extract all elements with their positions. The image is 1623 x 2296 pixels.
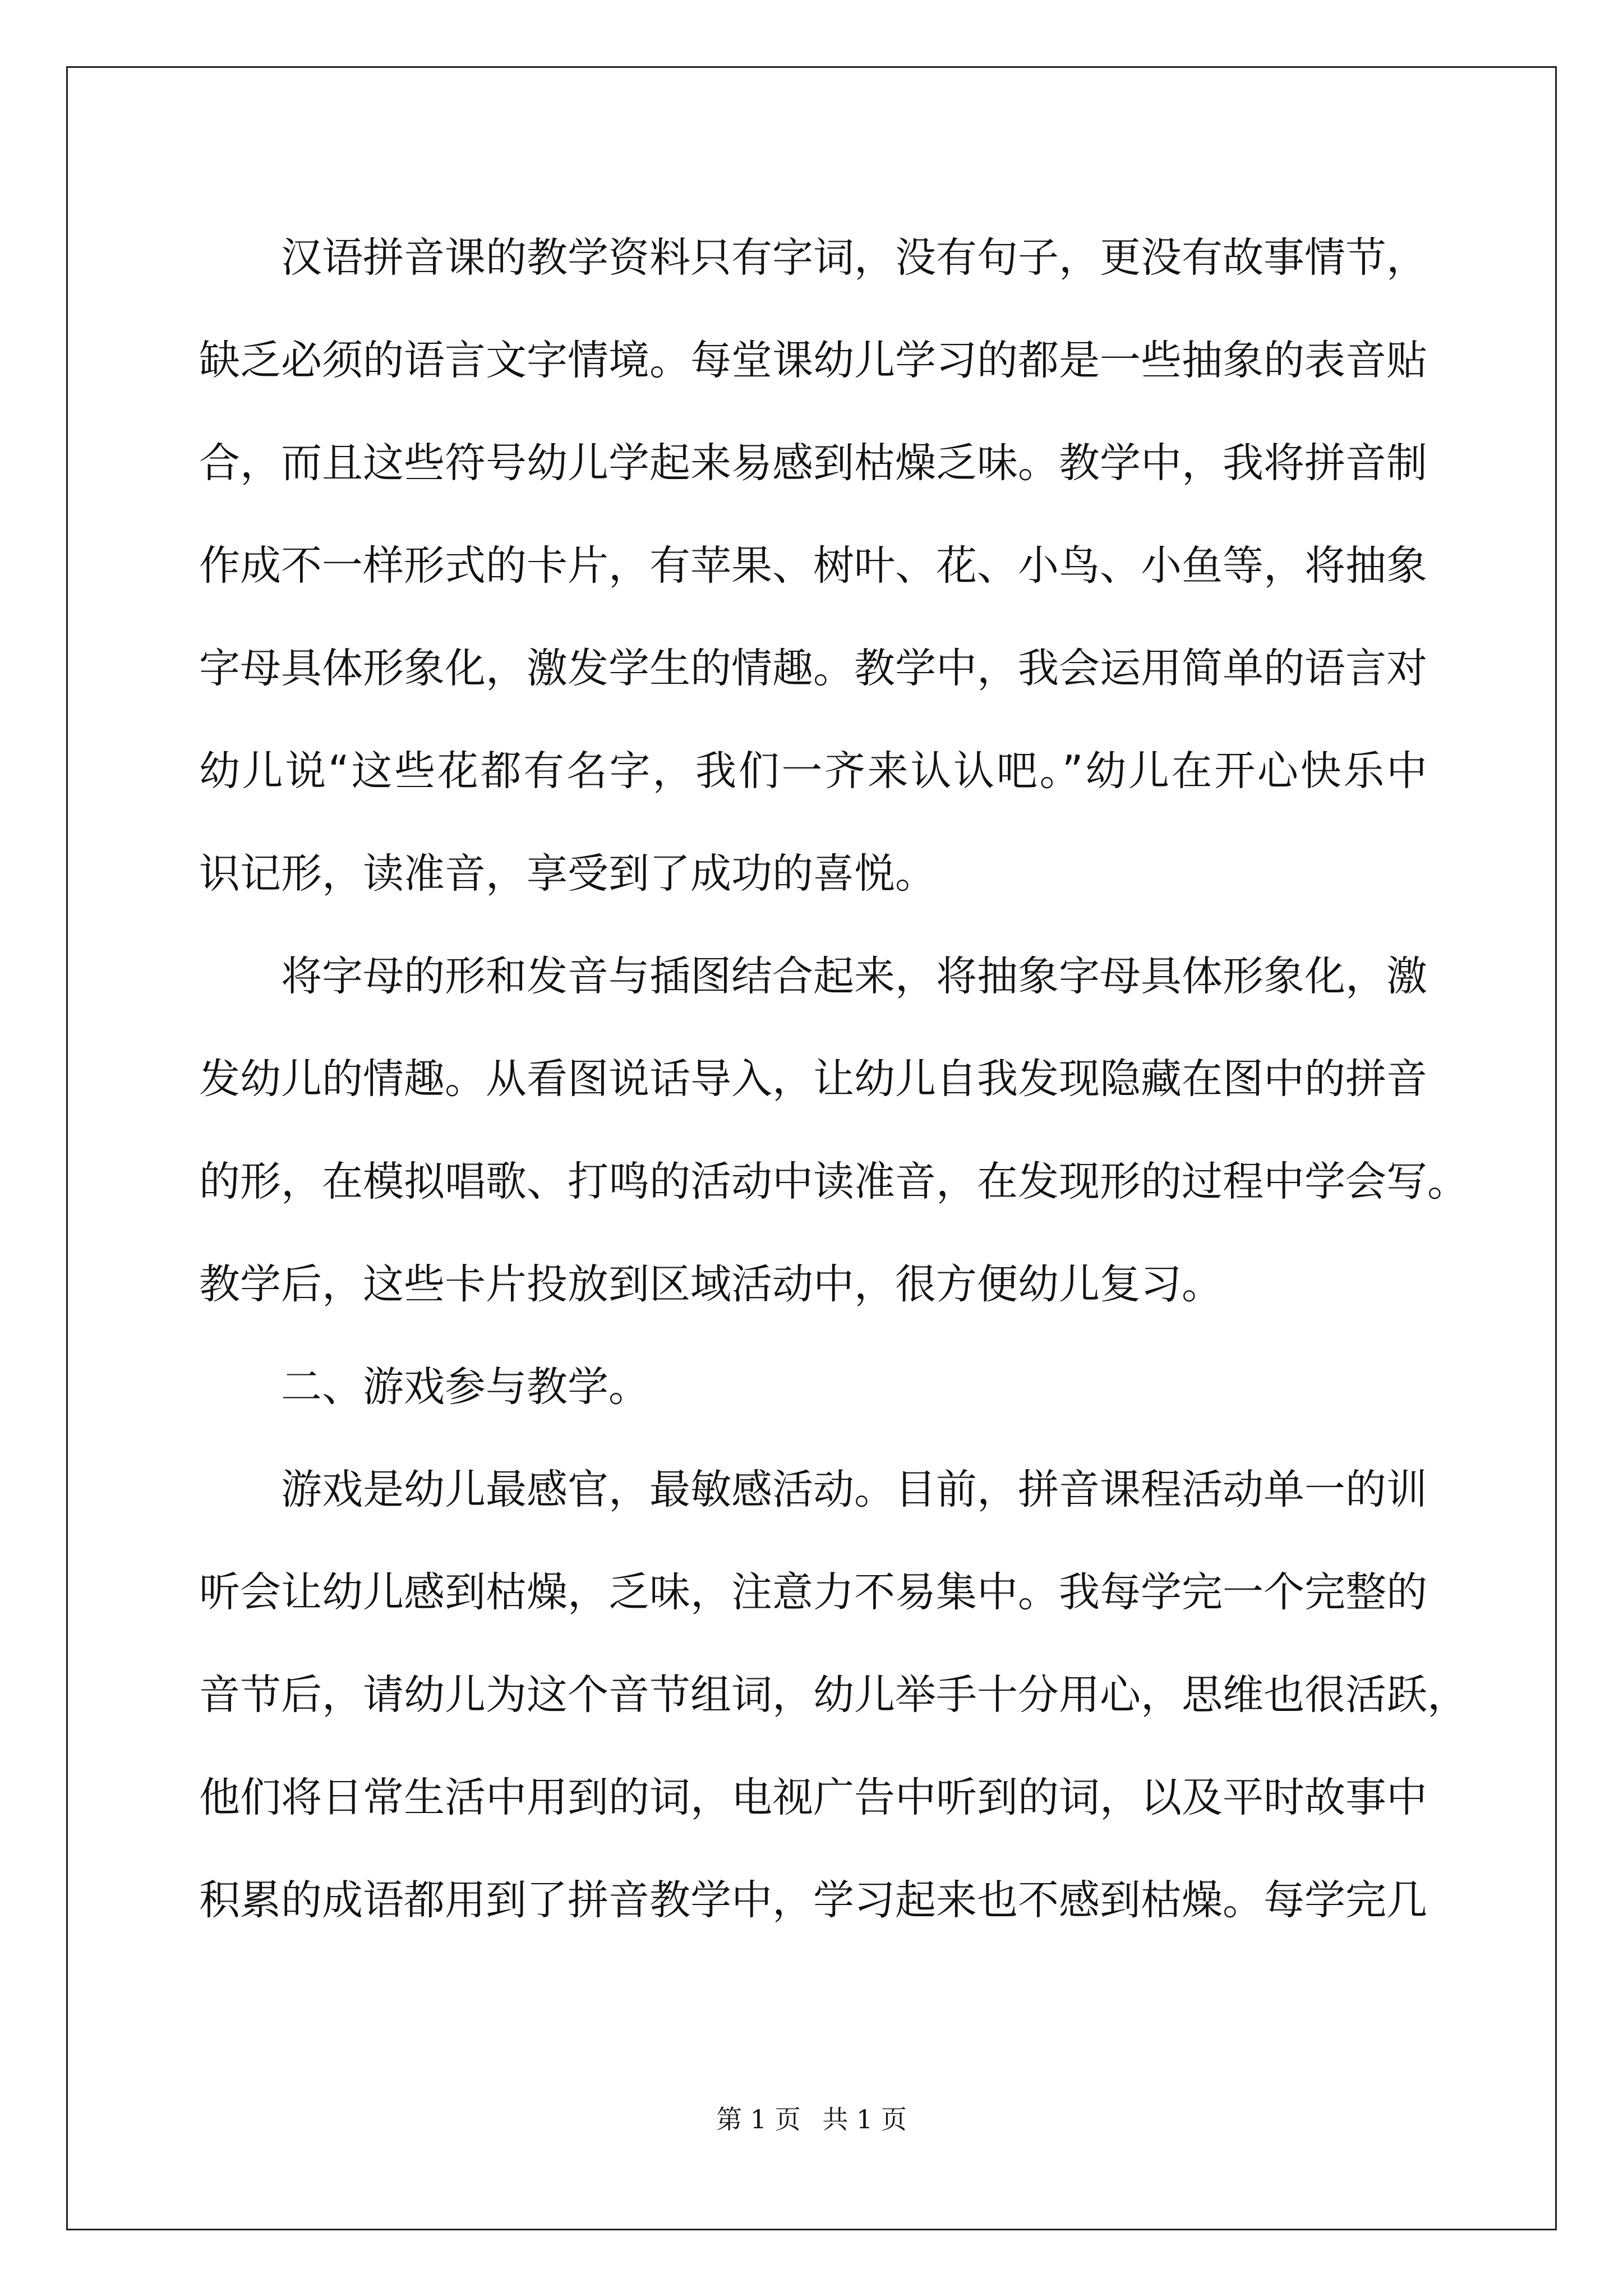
paragraph-1-line-3: 合，而且这些符号幼儿学起来易感到枯燥乏味。教学中，我将拼音制: [199, 439, 1427, 487]
paragraph-1-line-4: 作成不一样形式的卡片，有苹果、树叶、花、小鸟、小鱼等，将抽象: [199, 542, 1427, 590]
paragraph-2-line-4: 教学后，这些卡片投放到区域活动中，很方便幼儿复习。: [199, 1260, 1223, 1308]
paragraph-3-line-5: 积累的成语都用到了拼音教学中，学习起来也不感到枯燥。每学完几: [199, 1876, 1427, 1924]
total-pages: 共 1 页: [822, 2104, 907, 2134]
paragraph-2-line-3: 的形，在模拟唱歌、打鸣的活动中读准音，在发现形的过程中学会写。: [199, 1158, 1468, 1205]
paragraph-1-line-7: 识记形，读准音，享受到了成功的喜悦。: [199, 850, 936, 898]
paragraph-3-line-3: 音节后，请幼儿为这个音节组词，幼儿举手十分用心，思维也很活跃，: [199, 1671, 1468, 1719]
paragraph-3-line-4: 他们将日常生活中用到的词，电视广告中听到的词，以及平时故事中: [199, 1774, 1427, 1821]
paragraph-3-line-2: 听会让幼儿感到枯燥，乏味，注意力不易集中。我每学完一个完整的: [199, 1568, 1427, 1616]
paragraph-2-line-2: 发幼儿的情趣。从看图说话导入，让幼儿自我发现隐藏在图中的拼音: [199, 1055, 1427, 1103]
paragraph-1-line-2: 缺乏必须的语言文字情境。每堂课幼儿学习的都是一些抽象的表音贴: [199, 337, 1427, 384]
page-footer: [0, 2099, 1623, 2136]
paragraph-3-line-1: 游戏是幼儿最感官，最敏感活动。目前，拼音课程活动单一的训: [281, 1466, 1427, 1513]
paragraph-1-line-6: 幼儿说“这些花都有名字，我们一齐来认认吧。”幼儿在开心快乐中: [199, 747, 1427, 795]
section-heading: 二、游戏参与教学。: [281, 1363, 649, 1411]
paragraph-2-line-1: 将字母的形和发音与插图结合起来，将抽象字母具体形象化，激: [281, 953, 1427, 1000]
document-body: [199, 206, 1468, 1952]
paragraph-1-line-5: 字母具体形象化，激发学生的情趣。教学中，我会运用简单的语言对: [199, 645, 1427, 692]
paragraph-1-line-1: 汉语拼音课的教学资料只有字词，没有句子，更没有故事情节，: [281, 234, 1427, 282]
page-number: 第 1 页: [716, 2104, 801, 2134]
